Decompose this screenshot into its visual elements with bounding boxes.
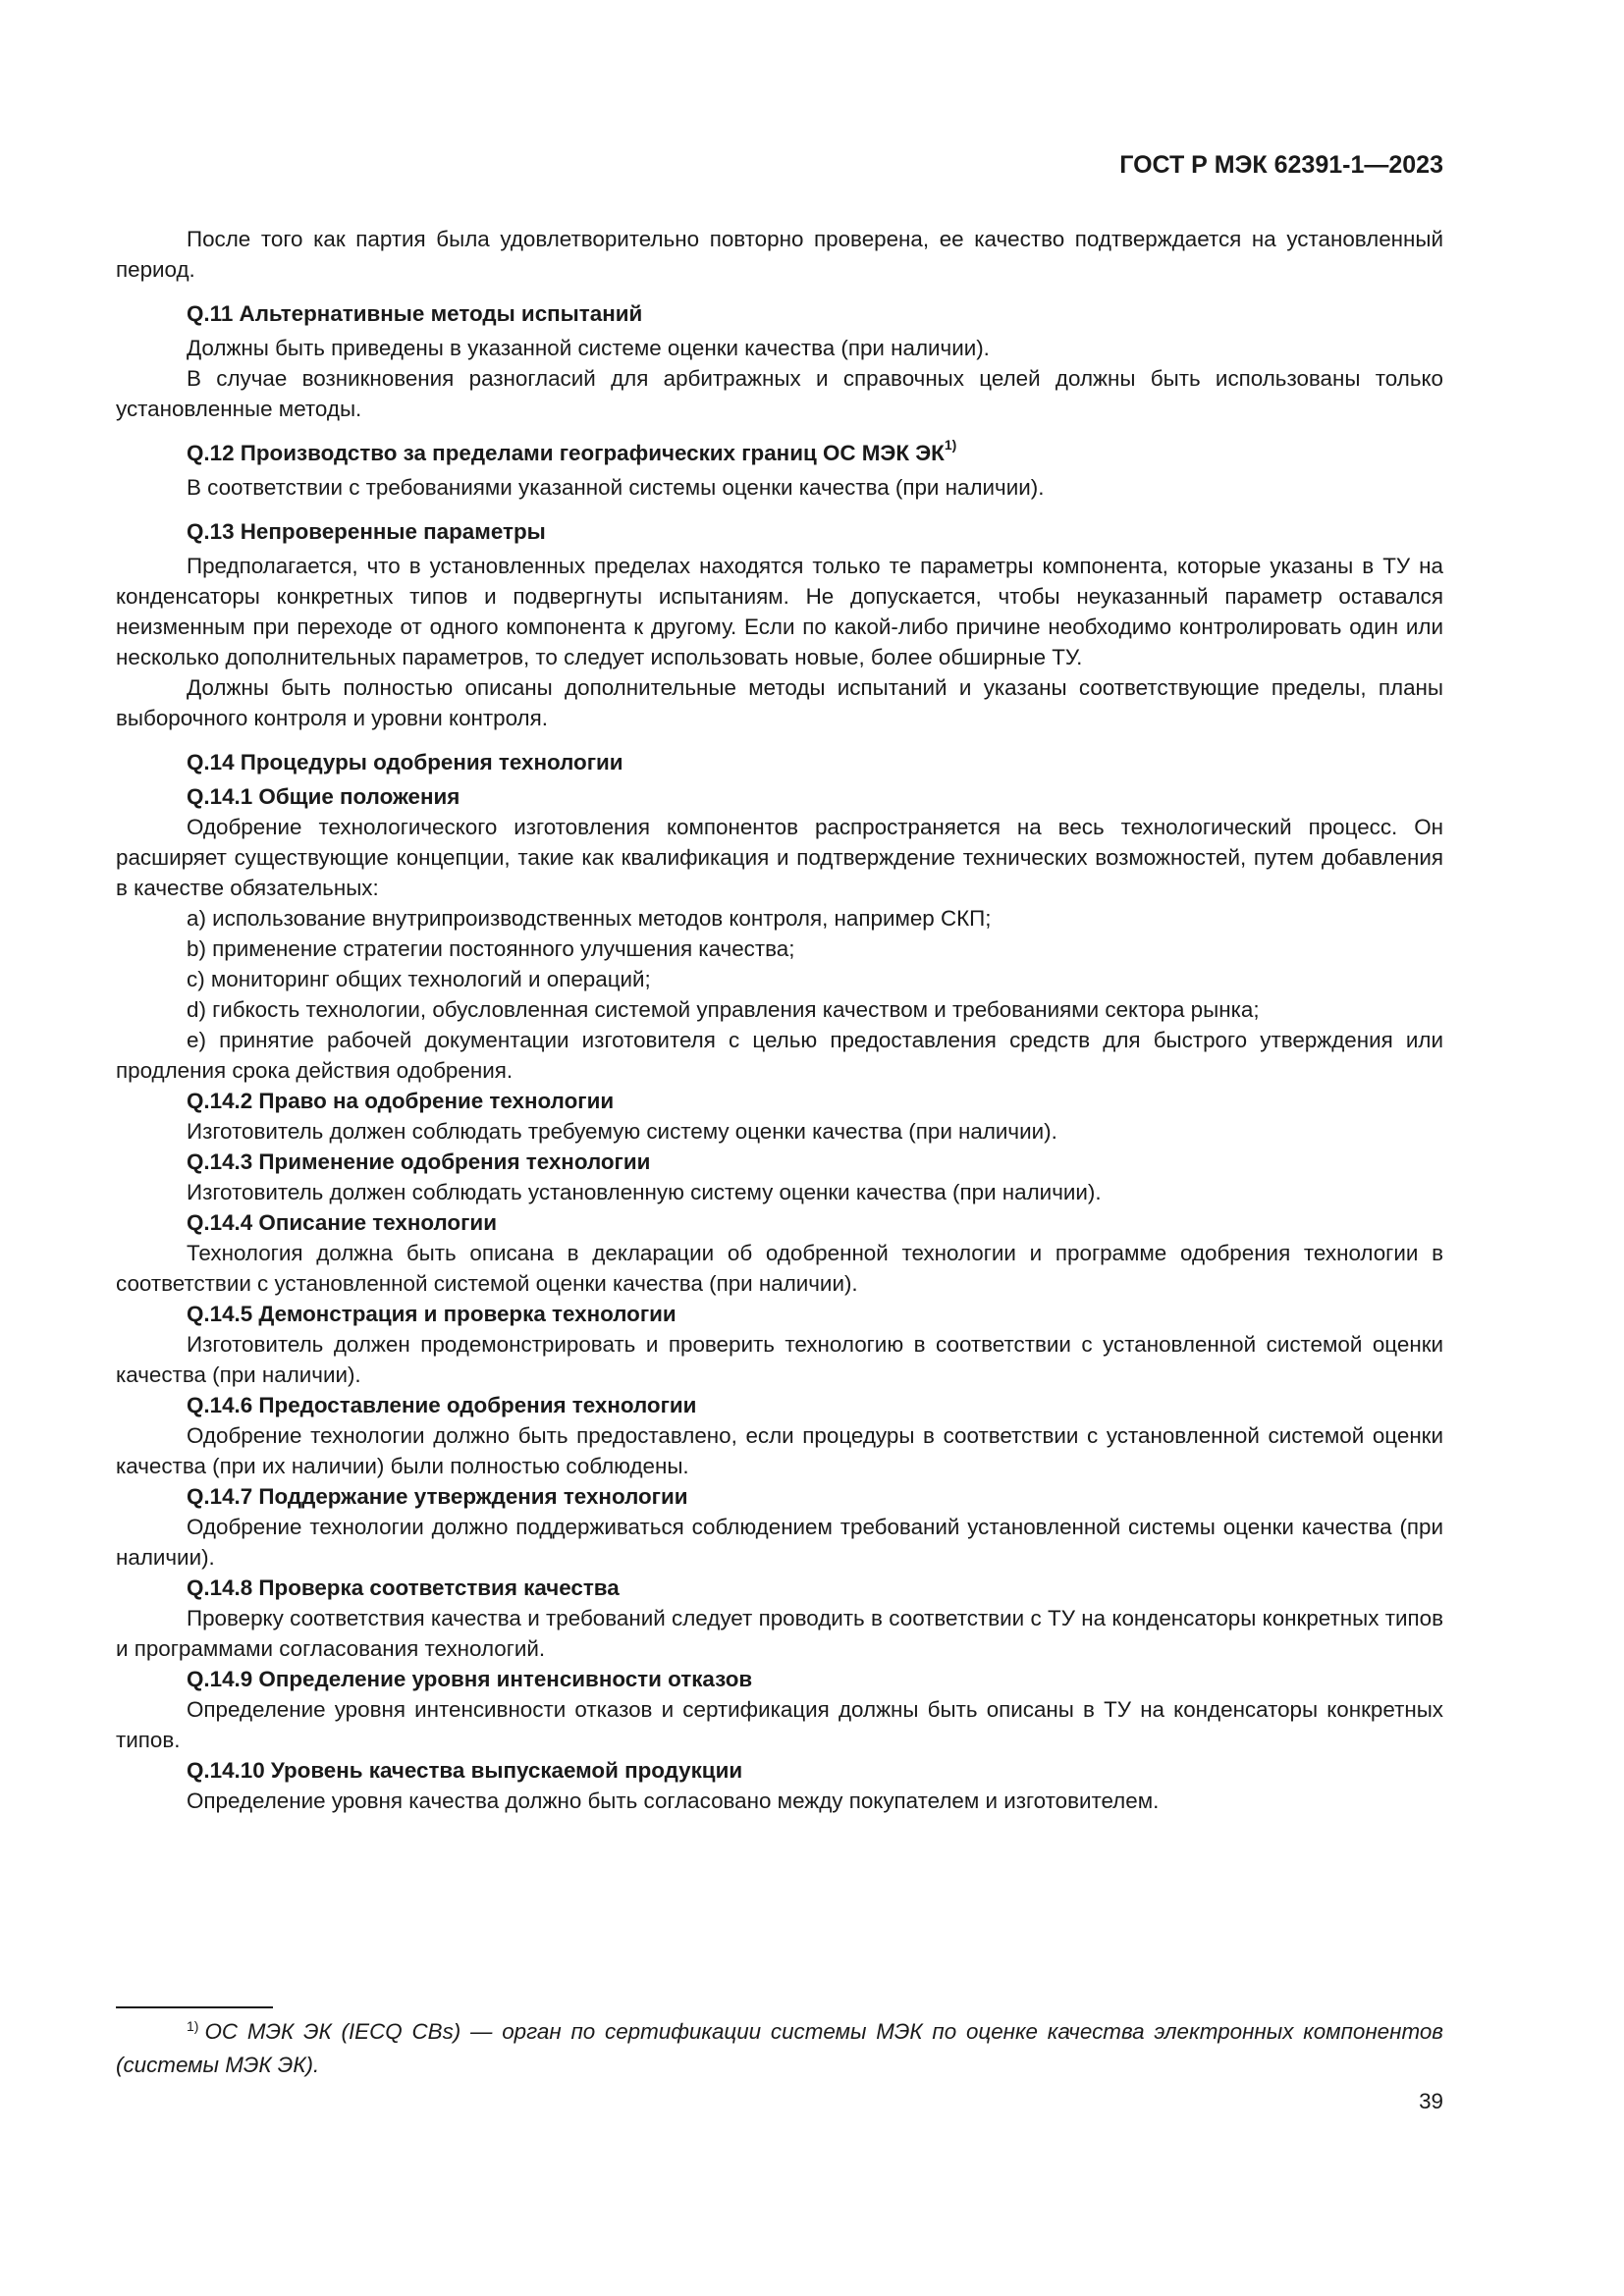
paragraph: Предполагается, что в установленных пределах находятся только те параметры компонента, которые указаны в ТУ на конденсаторы конкретных типов и подвергнуты испытаниям. Не допускается, чтобы неуказанный параметр оставался неизменным при переходе от одного компонента к другому. Если по какой-либо причине необходимо контролировать один или несколько дополнительных параметров, то следует использовать новые, более обширные ТУ.: [116, 554, 1443, 669]
subsection-title-q145: Q.14.5 Демонстрация и проверка технологии: [187, 1302, 677, 1326]
section-title-q13: Q.13 Непроверенные параметры: [187, 519, 546, 544]
paragraph: Определение уровня качества должно быть согласовано между покупателем и изготовителем.: [187, 1789, 1160, 1813]
footnote-mark: 1): [187, 2018, 199, 2034]
footnote-divider: [116, 2006, 273, 2008]
paragraph: Изготовитель должен продемонстрировать и проверить технологию в соответствии с установленной системой оценки качества (при наличии).: [116, 1332, 1443, 1387]
section-title-q12-text: Q.12 Производство за пределами географических границ ОС МЭК ЭК: [187, 441, 945, 465]
subsection-title-q146: Q.14.6 Предоставление одобрения технологии: [187, 1393, 697, 1417]
paragraph: Одобрение технологии должно быть предоставлено, если процедуры в соответствии с установленной системой оценки качества (при их наличии) были полностью соблюдены.: [116, 1423, 1443, 1478]
page-body: [116, 224, 1443, 1816]
list-item: е) принятие рабочей документации изготовителя с целью предоставления средств для быстрого утверждения или продления срока действия одобрения.: [116, 1028, 1443, 1083]
paragraph: После того как партия была удовлетворительно повторно проверена, ее качество подтверждается на установленный период.: [116, 227, 1443, 282]
footnote-body: ОС МЭК ЭК (IECQ CBs) — орган по сертификации системы МЭК по оценке качества электронных компонентов (системы МЭК ЭК).: [116, 2019, 1443, 2077]
footnote-reference: 1): [944, 436, 957, 453]
document-header: ГОСТ Р МЭК 62391-1—2023: [1119, 151, 1443, 179]
subsection-title-q149: Q.14.9 Определение уровня интенсивности отказов: [187, 1667, 753, 1691]
subsection-title-q147: Q.14.7 Поддержание утверждения технологии: [187, 1484, 688, 1509]
subsection-title-q144: Q.14.4 Описание технологии: [187, 1210, 497, 1235]
subsection-title-q141: Q.14.1 Общие положения: [187, 784, 460, 809]
list-item: b) применение стратегии постоянного улучшения качества;: [187, 936, 795, 961]
footnote: [116, 2016, 1443, 2080]
paragraph: Определение уровня интенсивности отказов и сертификация должны быть описаны в ТУ на конденсаторы конкретных типов.: [116, 1697, 1443, 1752]
section-title-q11: Q.11 Альтернативные методы испытаний: [187, 301, 643, 326]
list-item: а) использование внутрипроизводственных методов контроля, например СКП;: [187, 906, 992, 931]
paragraph: Должны быть полностью описаны дополнительные методы испытаний и указаны соответствующие пределы, планы выборочного контроля и уровни контроля.: [116, 675, 1443, 730]
paragraph: Изготовитель должен соблюдать установленную систему оценки качества (при наличии).: [187, 1180, 1102, 1204]
page-number: 39: [1419, 2089, 1443, 2113]
section-title-q14: Q.14 Процедуры одобрения технологии: [187, 750, 623, 774]
paragraph: В случае возникновения разногласий для арбитражных и справочных целей должны быть использованы только установленные методы.: [116, 366, 1443, 421]
paragraph: Должны быть приведены в указанной системе оценки качества (при наличии).: [187, 336, 990, 360]
paragraph: Технология должна быть описана в декларации об одобренной технологии и программе одобрения технологии в соответствии с установленной системой оценки качества (при наличии).: [116, 1241, 1443, 1296]
paragraph: Одобрение технологии должно поддерживаться соблюдением требований установленной системы оценки качества (при наличии).: [116, 1515, 1443, 1570]
paragraph: Проверку соответствия качества и требований следует проводить в соответствии с ТУ на конденсаторы конкретных типов и программами согласования технологий.: [116, 1606, 1443, 1661]
paragraph: В соответствии с требованиями указанной системы оценки качества (при наличии).: [187, 475, 1045, 500]
list-item: c) мониторинг общих технологий и операций;: [187, 967, 651, 991]
subsection-title-q142: Q.14.2 Право на одобрение технологии: [187, 1089, 615, 1113]
paragraph: Одобрение технологического изготовления компонентов распространяется на весь технологический процесс. Он расширяет существующие концепции, такие как квалификация и подтверждение технических возможностей, путем добавления в качестве обязательных:: [116, 815, 1443, 900]
section-title-q12: [116, 438, 1443, 468]
subsection-title-q143: Q.14.3 Применение одобрения технологии: [187, 1149, 651, 1174]
subsection-title-q1410: Q.14.10 Уровень качества выпускаемой продукции: [187, 1758, 743, 1783]
list-item: d) гибкость технологии, обусловленная системой управления качеством и требованиями сектора рынка;: [187, 997, 1260, 1022]
footnote-text: [116, 2016, 1443, 2080]
subsection-title-q148: Q.14.8 Проверка соответствия качества: [187, 1575, 620, 1600]
paragraph: Изготовитель должен соблюдать требуемую систему оценки качества (при наличии).: [187, 1119, 1057, 1144]
